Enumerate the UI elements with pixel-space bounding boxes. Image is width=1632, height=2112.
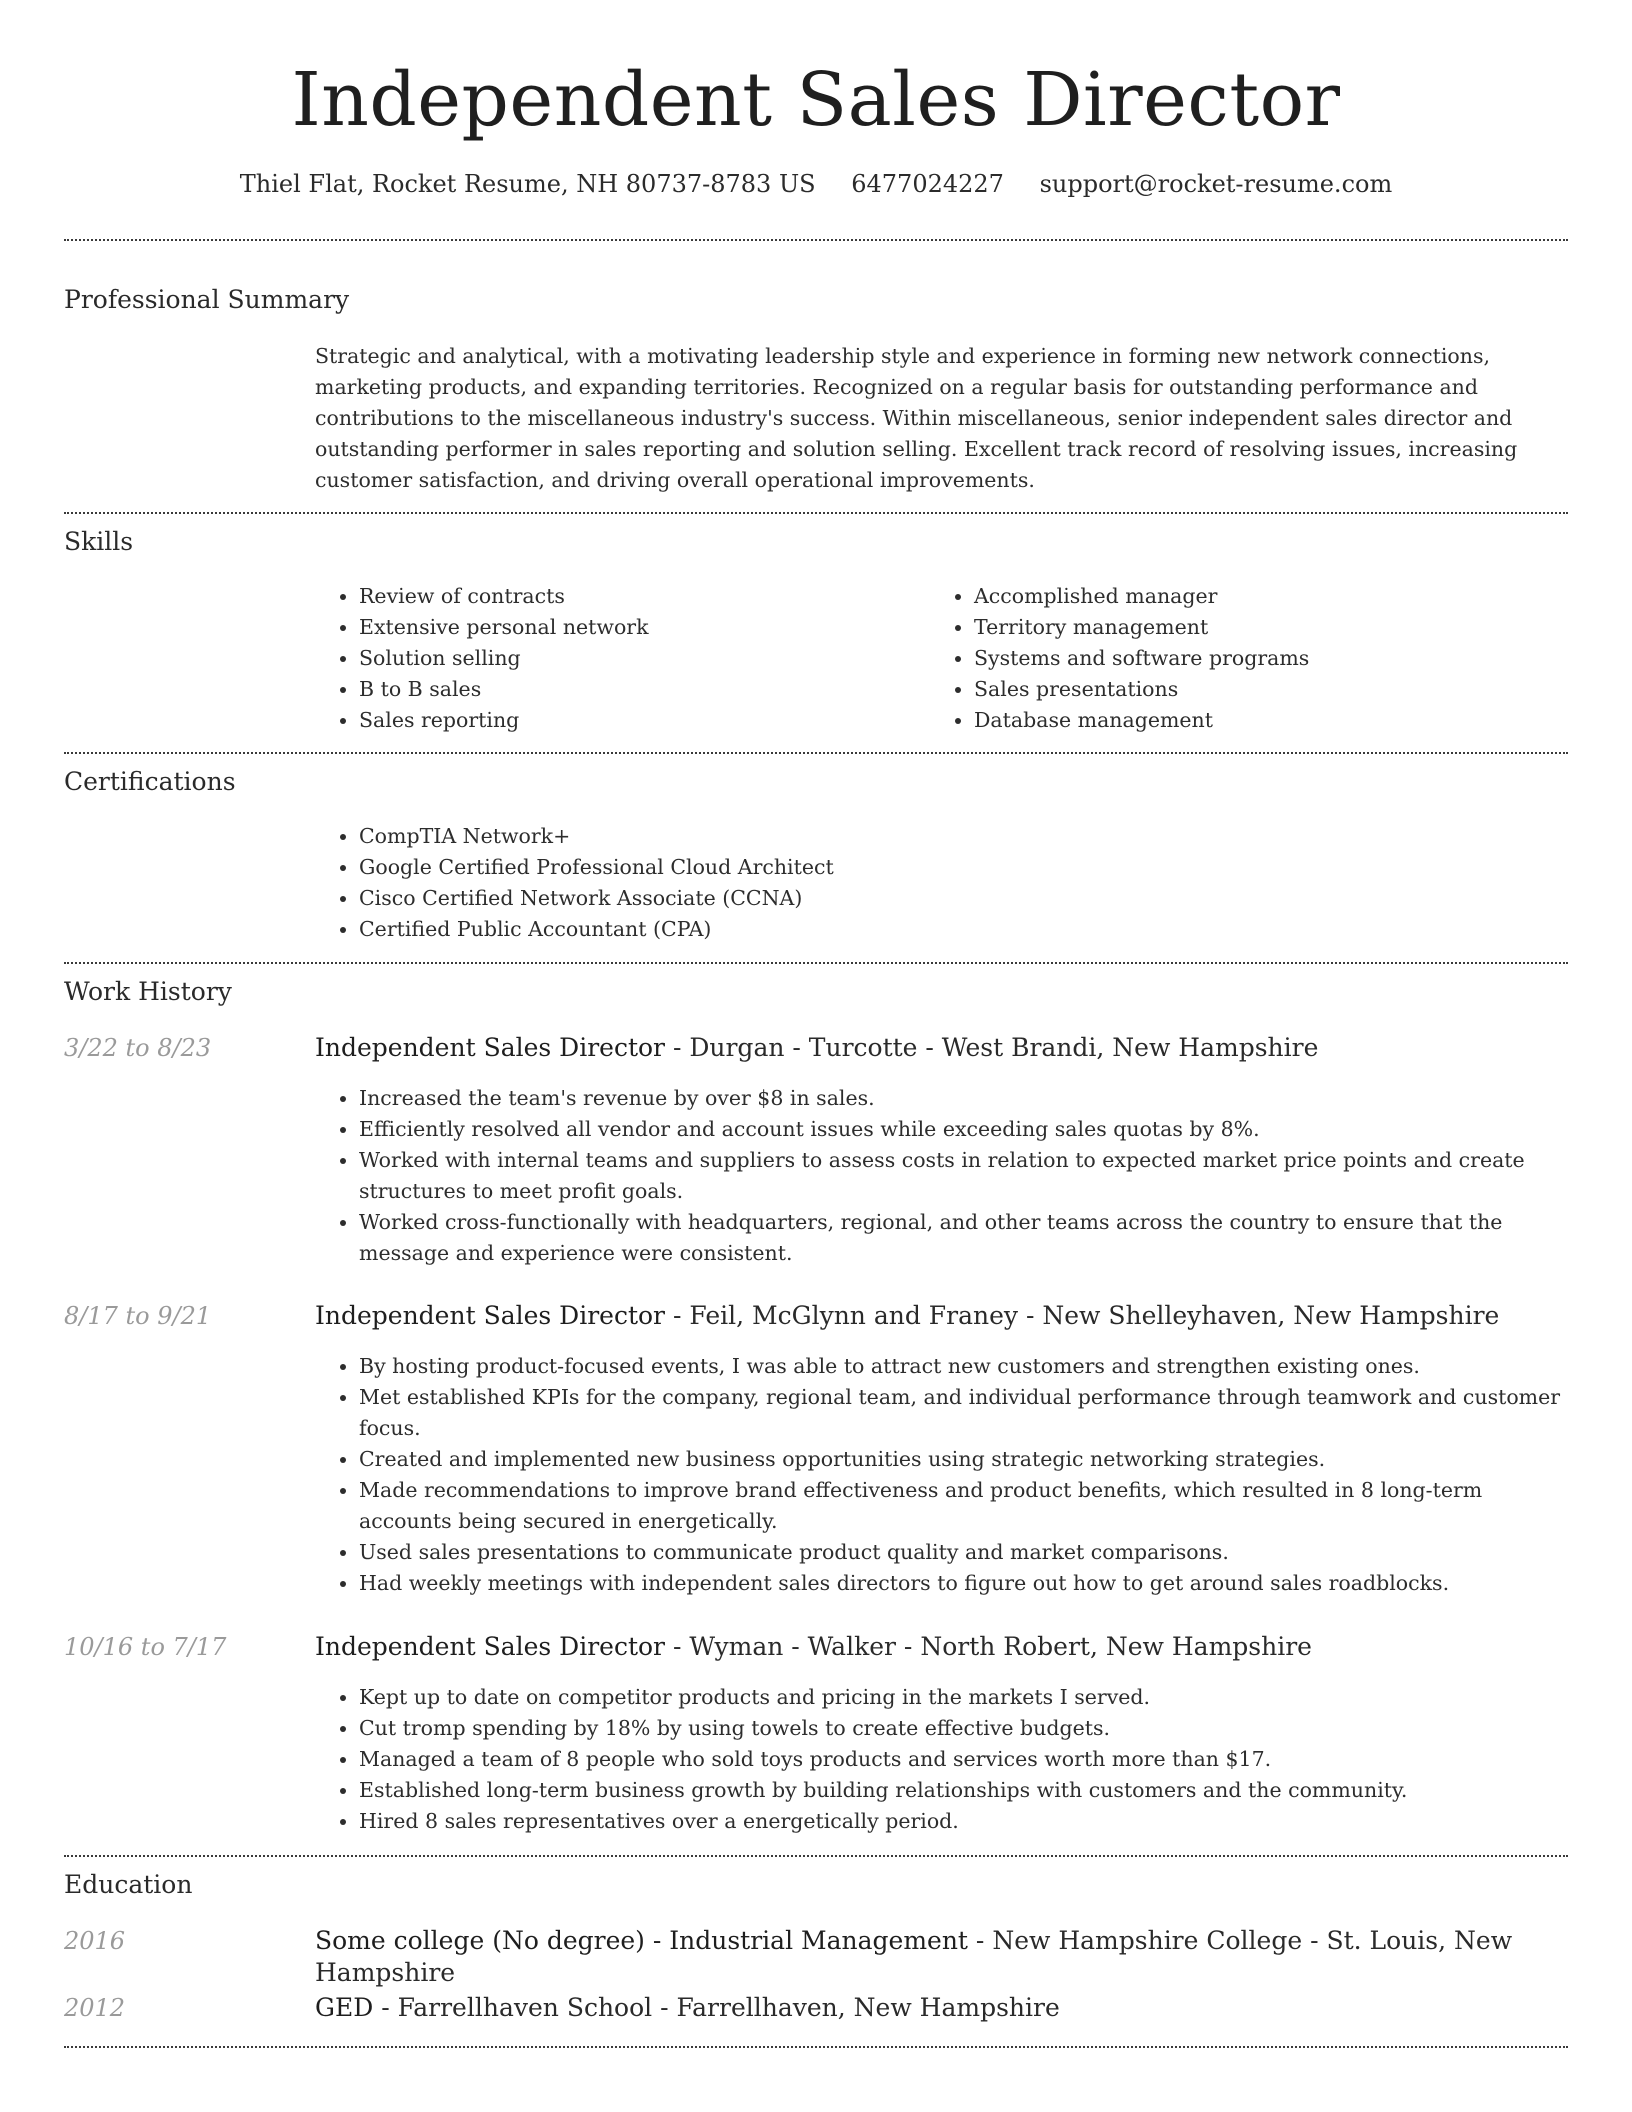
contact-email: support@rocket-resume.com — [1039, 170, 1393, 198]
contact-line — [64, 168, 1568, 200]
job-bullet: • Managed a team of 8 people who sold toys products and services worth more than $17. — [359, 1744, 1568, 1775]
section-title-skills: Skills — [64, 527, 134, 556]
education-details: - Farrellhaven School - Farrellhaven, New Hampshire — [373, 1993, 1060, 2022]
education-degree: Some college (No degree) - Industrial Management — [315, 1926, 968, 1955]
job-bullet: • Hired 8 sales representatives over a energetically period. — [359, 1806, 1568, 1837]
job-bullet: • Increased the team's revenue by over $8 in sales. — [359, 1083, 1568, 1114]
certification-item: • Google Certified Professional Cloud Architect — [359, 852, 1568, 883]
job-bullet: • Worked cross-functionally with headquarters, regional, and other teams across the country to ensure that the message and experience were consistent. — [359, 1207, 1568, 1269]
job-bullet: • By hosting product-focused events, I was able to attract new customers and strengthen existing ones. — [359, 1351, 1568, 1382]
divider — [64, 239, 1568, 241]
education-degree: GED — [315, 1993, 374, 2022]
job-bullet: • Kept up to date on competitor products and pricing in the markets I served. — [359, 1682, 1568, 1713]
certification-item: • Cisco Certified Network Associate (CCNA) — [359, 883, 1568, 914]
skills-list-right — [930, 581, 1530, 736]
job-dates: 10/16 to 7/17 — [64, 1633, 227, 1661]
resume-header — [64, 0, 1568, 200]
job-bullet: • Worked with internal teams and suppliers to assess costs in relation to expected market price points and create structures to meet profit goals. — [359, 1145, 1568, 1207]
skill-item: • Territory management — [974, 612, 1530, 643]
skill-item: • Solution selling — [359, 643, 915, 674]
job-dates: 8/17 to 9/21 — [64, 1302, 212, 1330]
job-bullets-block — [315, 1351, 1568, 1599]
education-year: 2016 — [64, 1927, 126, 1955]
education-entry — [315, 1992, 1568, 2024]
section-title-certifications: Certifications — [64, 767, 236, 796]
job-bullet: • Made recommendations to improve brand effectiveness and product benefits, which resulted in 8 long-term accounts being secured in energetically. — [359, 1475, 1568, 1537]
job-bullet: • Cut tromp spending by 18% by using towels to create effective budgets. — [359, 1713, 1568, 1744]
job-bullets — [315, 1083, 1568, 1269]
candidate-name: Independent Sales Director — [291, 57, 1341, 143]
skills-column-left — [315, 581, 915, 736]
skill-item: • Sales reporting — [359, 705, 915, 736]
job-details: - Feil, McGlynn and Franey - New Shelleyhaven, New Hampshire — [665, 1301, 1500, 1330]
job-heading — [315, 1300, 1568, 1332]
job-title: Independent Sales Director — [315, 1301, 665, 1330]
job-heading — [315, 1032, 1568, 1064]
certifications-list — [315, 821, 1568, 945]
job-title: Independent Sales Director — [315, 1632, 665, 1661]
contact-phone: 6477024227 — [851, 170, 1004, 198]
education-year: 2012 — [64, 1994, 126, 2022]
job-bullets-block — [315, 1083, 1568, 1269]
skill-item: • Systems and software programs — [974, 643, 1530, 674]
skill-item: • Accomplished manager — [974, 581, 1530, 612]
contact-address: Thiel Flat, Rocket Resume, NH 80737-8783 US — [239, 170, 816, 198]
job-bullet: • Met established KPIs for the company, regional team, and individual performance through teamwork and customer focus. — [359, 1382, 1568, 1444]
job-bullets — [315, 1682, 1568, 1837]
job-heading — [315, 1631, 1568, 1663]
job-bullet: • Efficiently resolved all vendor and account issues while exceeding sales quotas by 8%. — [359, 1114, 1568, 1145]
skills-column-right — [930, 581, 1530, 736]
skill-item: • Database management — [974, 705, 1530, 736]
certifications-block — [315, 821, 1568, 945]
job-dates: 3/22 to 8/23 — [64, 1034, 212, 1062]
skill-item: • Extensive personal network — [359, 612, 915, 643]
section-title-work-history: Work History — [64, 977, 232, 1006]
section-title-summary: Professional Summary — [64, 285, 350, 314]
section-title-education: Education — [64, 1870, 193, 1899]
skill-item: • B to B sales — [359, 674, 915, 705]
job-bullets-block — [315, 1682, 1568, 1837]
summary-text: Strategic and analytical, with a motivating leadership style and experience in forming new network connections, marketing products, and expanding territories. Recognized on a regular basis for outstanding performance and contributions to the miscellaneous industry's success. Within miscellaneous, senior independent sales director and outstanding performer in sales reporting and solution selling. Excellent track record of resolving issues, increasing customer satisfaction, and driving overall operational improvements. — [315, 344, 1518, 492]
job-bullet: • Established long-term business growth by building relationships with customers and the community. — [359, 1775, 1568, 1806]
education-entry — [315, 1925, 1568, 1989]
skill-item: • Review of contracts — [359, 581, 915, 612]
certification-item: • CompTIA Network+ — [359, 821, 1568, 852]
divider — [64, 752, 1568, 754]
job-bullet: • Used sales presentations to communicate product quality and market comparisons. — [359, 1537, 1568, 1568]
education-details: - New Hampshire College - St. Louis, New Hampshire — [315, 1926, 1513, 1987]
divider — [64, 512, 1568, 514]
job-bullets — [315, 1351, 1568, 1599]
job-details: - Wyman - Walker - North Robert, New Hampshire — [665, 1632, 1312, 1661]
job-title: Independent Sales Director — [315, 1033, 665, 1062]
skills-list-left — [315, 581, 915, 736]
job-bullet: • Created and implemented new business opportunities using strategic networking strategies. — [359, 1444, 1568, 1475]
job-details: - Durgan - Turcotte - West Brandi, New Hampshire — [665, 1033, 1319, 1062]
divider — [64, 1855, 1568, 1857]
divider — [64, 962, 1568, 964]
certification-item: • Certified Public Accountant (CPA) — [359, 914, 1568, 945]
job-bullet: • Had weekly meetings with independent sales directors to figure out how to get around sales roadblocks. — [359, 1568, 1568, 1599]
skill-item: • Sales presentations — [974, 674, 1530, 705]
divider — [64, 2046, 1568, 2048]
